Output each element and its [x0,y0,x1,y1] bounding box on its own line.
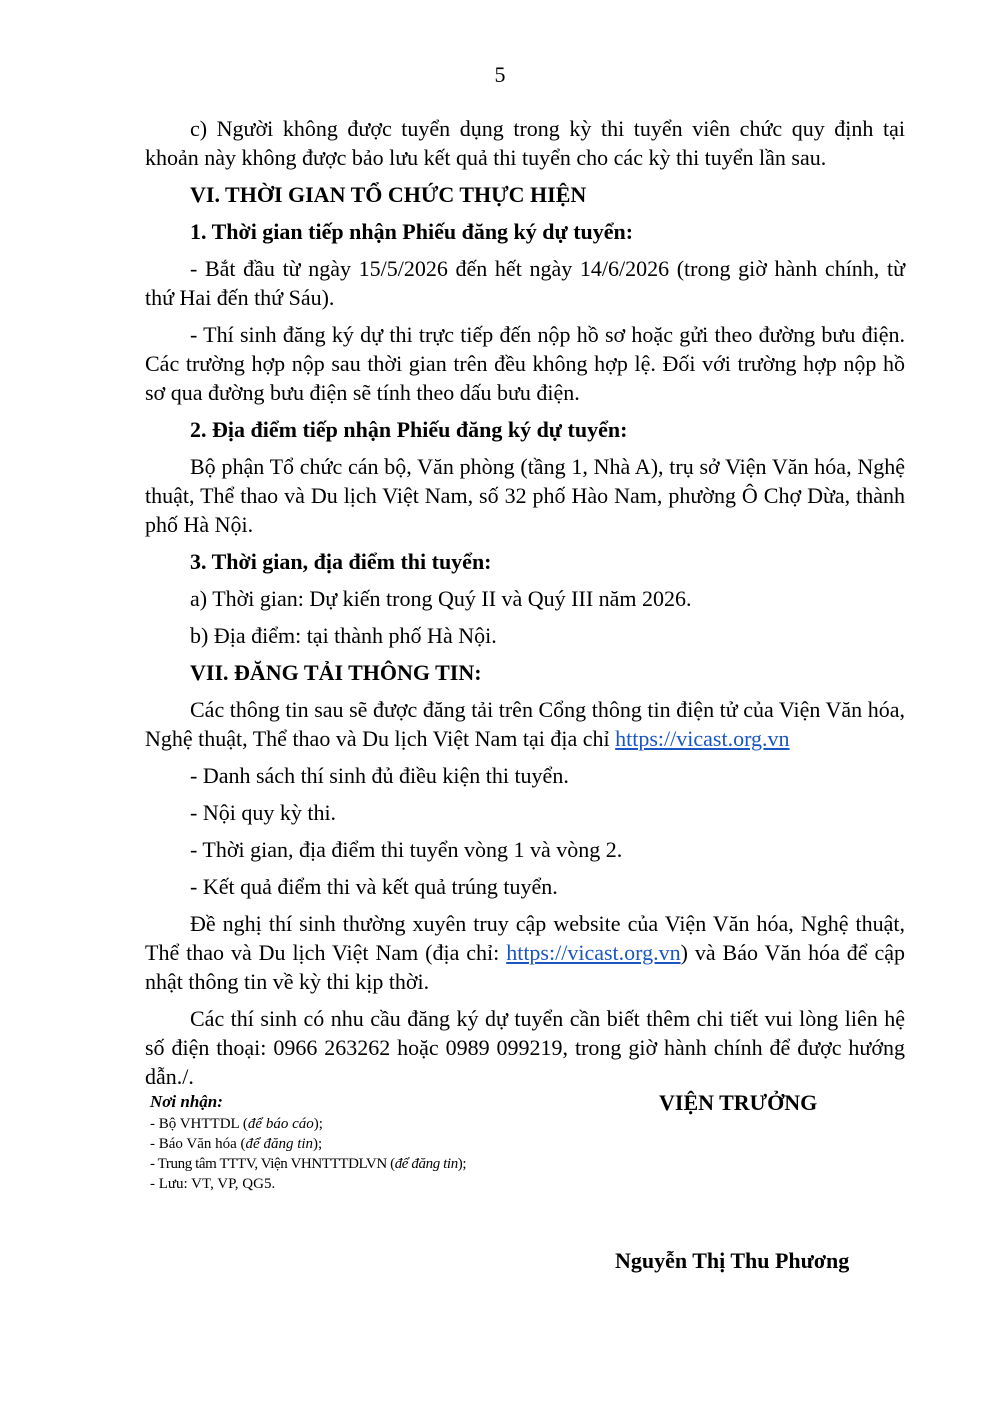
list-item: - Thời gian, địa điểm thi tuyển vòng 1 và vòng 2. [190,837,623,862]
recipient-text: - Báo Văn hóa ( [150,1136,246,1152]
paragraph-visit [145,909,905,996]
recipient-item [150,1134,570,1154]
recipient-item [150,1114,570,1134]
recipient-text-end: ); [313,1116,323,1132]
signer-name: Nguyễn Thị Thu Phương [615,1248,850,1273]
list-item: - Kết quả điểm thi và kết quả trúng tuyển. [190,874,558,899]
paragraph-visit-text-end: ) và Báo Văn hóa để cập nhật thông tin về kỳ thi kịp thời. [145,940,905,994]
recipient-text: - Bộ VHTTDL ( [150,1116,248,1132]
website-link[interactable]: https://vicast.org.vn [506,940,681,965]
document-body [145,114,905,1099]
recipient-item [150,1154,570,1174]
website-link[interactable]: https://vicast.org.vn [615,726,790,751]
paragraph-submit: - Thí sinh đăng ký dự thi trực tiếp đến nộp hồ sơ hoặc gửi theo đường bưu điện. Các trường hợp nộp sau thời gian trên đều không hợp lệ. Đối với trường hợp nộp hồ sơ qua đường bưu điện sẽ tính theo dấu bưu điện. [145,322,905,405]
recipients-title: Nơi nhận: [150,1092,223,1111]
subheading-2: 2. Địa điểm tiếp nhận Phiếu đăng ký dự tuyển: [190,417,628,442]
recipient-text: - Trung tâm TTTV, Viện VHNTTTDLVN ( [150,1156,395,1172]
paragraph-visit-text: Đề nghị thí sinh thường xuyên truy cập website của Viện Văn hóa, Nghệ thuật, Thể thao và Du lịch Việt Nam (địa chỉ: [145,911,905,965]
recipient-item: - Lưu: VT, VP, QG5. [150,1176,276,1192]
paragraph-time: - Bắt đầu từ ngày 15/5/2026 đến hết ngày 14/6/2026 (trong giờ hành chính, từ thứ Hai đến thứ Sáu). [145,256,905,310]
paragraph-info [145,695,905,753]
subheading-1: 1. Thời gian tiếp nhận Phiếu đăng ký dự tuyển: [190,219,634,244]
paragraph-3a: a) Thời gian: Dự kiến trong Quý II và Quý III năm 2026. [190,586,692,611]
recipient-purpose: để đăng tin [245,1136,314,1152]
recipients-block [150,1092,570,1194]
section-heading-vii: VII. ĐĂNG TẢI THÔNG TIN: [190,660,482,685]
list-item: - Nội quy kỳ thi. [190,800,337,825]
recipient-purpose: để đăng tin [394,1156,458,1172]
paragraph-place: Bộ phận Tổ chức cán bộ, Văn phòng (tầng 1, Nhà A), trụ sở Viện Văn hóa, Nghệ thuật, Thể thao và Du lịch Việt Nam, số 32 phố Hào Nam, phường Ô Chợ Dừa, thành phố Hà Nội. [145,454,905,537]
recipient-text-end: ); [457,1156,467,1172]
list-item: - Danh sách thí sinh đủ điều kiện thi tuyển. [190,763,569,788]
section-heading-vi: VI. THỜI GIAN TỔ CHỨC THỰC HIỆN [190,182,587,207]
paragraph-3b: b) Địa điểm: tại thành phố Hà Nội. [190,623,497,648]
paragraph-c: c) Người không được tuyển dụng trong kỳ thi tuyển viên chức quy định tại khoản này không được bảo lưu kết quả thi tuyển cho các kỳ thi tuyển lần sau. [145,116,905,170]
signature-title: VIỆN TRƯỞNG [659,1090,818,1115]
recipient-purpose: để báo cáo [247,1116,314,1132]
page-number: 5 [494,62,506,87]
paragraph-contact: Các thí sinh có nhu cầu đăng ký dự tuyển cần biết thêm chi tiết vui lòng liên hệ số điện thoại: 0966 263262 hoặc 0989 099219, trong giờ hành chính để được hướng dẫn./. [145,1006,905,1089]
recipient-text-end: ); [313,1136,323,1152]
subheading-3: 3. Thời gian, địa điểm thi tuyển: [190,549,492,574]
paragraph-info-text: Các thông tin sau sẽ được đăng tải trên Cổng thông tin điện tử của Viện Văn hóa, Nghệ thuật, Thể thao và Du lịch Việt Nam tại địa chỉ [145,697,905,751]
